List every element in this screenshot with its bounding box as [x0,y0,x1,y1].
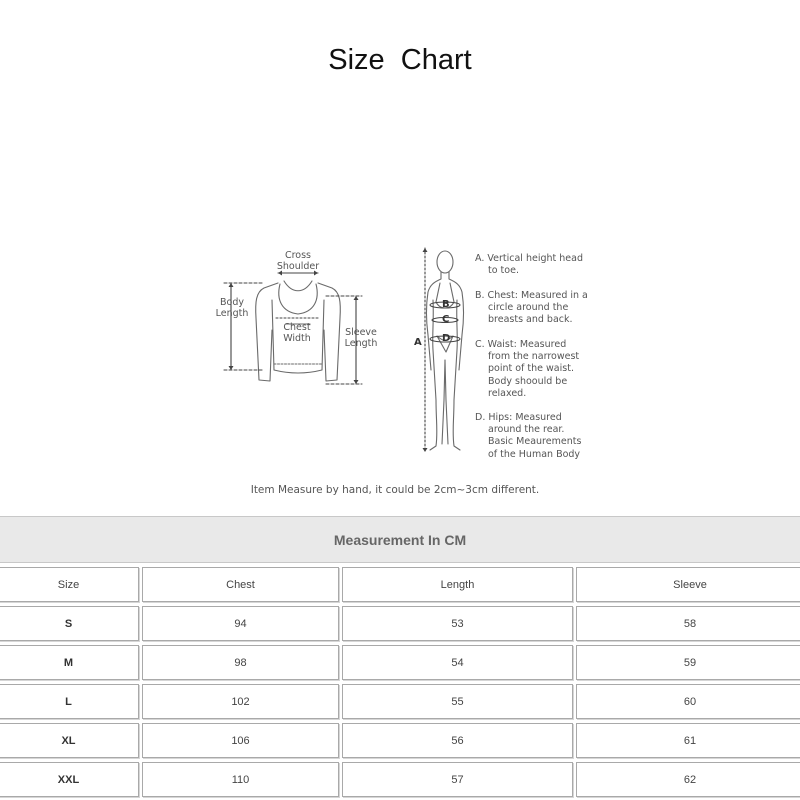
note-c: C. Waist: Measured from the narrowest point of the waist. Body shoould be relaxed. [475,339,580,399]
table-row-m-length: 54 [342,645,573,680]
note-a: A. Vertical height head to toe. [475,253,583,277]
header-chest: Chest [142,567,339,602]
page-title: Size Chart [328,44,472,76]
letter-d: D [442,333,451,344]
body-figure-icon [427,251,464,450]
table-row-s-chest: 94 [142,606,339,641]
table-row-s-length: 53 [342,606,573,641]
table-row-xxl-chest: 110 [142,762,339,797]
table-row-l-size: L [0,684,139,719]
header-length: Length [342,567,573,602]
size-table [0,516,800,800]
label-chest-width: Chest Width [283,322,311,344]
table-row-xl-size: XL [0,723,139,758]
table-row-l-chest: 102 [142,684,339,719]
table-caption: Measurement In CM [0,516,800,563]
table-row-xl-chest: 106 [142,723,339,758]
table-row-xxl-sleeve: 62 [576,762,800,797]
letter-c: C [442,314,450,325]
table-row-m-sleeve: 59 [576,645,800,680]
label-body-length: Body Length [215,297,249,319]
letter-b: B [442,299,450,310]
label-sleeve-length: Sleeve Length [344,327,378,349]
note-d: D. Hips: Measured around the rear. Basic Meaurements of the Human Body [475,412,582,460]
table-row-xxl-length: 57 [342,762,573,797]
letter-a: A [414,337,422,348]
table-row-l-sleeve: 60 [576,684,800,719]
table-row-m-chest: 98 [142,645,339,680]
label-cross-shoulder: Cross Shoulder [276,250,320,272]
table-row-xl-length: 56 [342,723,573,758]
measure-disclaimer: Item Measure by hand, it could be 2cm~3cm different. [250,484,540,496]
table-row-l-length: 55 [342,684,573,719]
table-row-m-size: M [0,645,139,680]
header-sleeve: Sleeve [576,567,800,602]
table-row-s-sleeve: 58 [576,606,800,641]
table-row-xxl-size: XXL [0,762,139,797]
table-row-xl-sleeve: 61 [576,723,800,758]
table-row-s-size: S [0,606,139,641]
header-size: Size [0,567,139,602]
note-b: B. Chest: Measured in a circle around the breasts and back. [475,290,588,326]
